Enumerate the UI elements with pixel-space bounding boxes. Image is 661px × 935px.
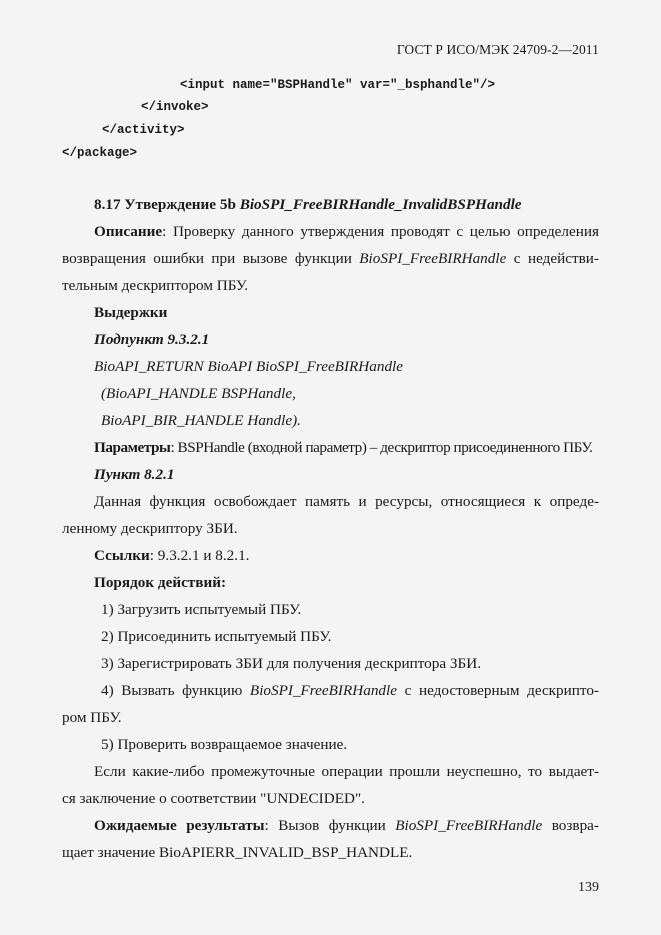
- failure-line-1: Если какие-либо промежуточные операции прошли неуспешно, то выдает-: [94, 763, 599, 780]
- step-2: 2) Присоединить испытуемый ПБУ.: [101, 628, 332, 645]
- expected-results-line-1: Ожидаемые результаты: Вызов функции BioSPI_FreeBIRHandle возвра-: [94, 817, 599, 834]
- failure-line-2: ся заключение о соответствии "UNDECIDED".: [62, 790, 365, 807]
- page-number: 139: [578, 880, 599, 895]
- signature-line-3: BioAPI_BIR_HANDLE Handle).: [101, 412, 301, 429]
- section-heading: [94, 196, 631, 214]
- code-line-invoke-close: </invoke>: [141, 100, 209, 114]
- subitem-heading: Подпункт 9.3.2.1: [94, 331, 210, 348]
- item-line-2: ленному дескриптору ЗБИ.: [62, 520, 238, 537]
- description-label: Описание: [94, 223, 163, 240]
- code-line-package-close: </package>: [62, 146, 138, 160]
- parameters-line: Параметры: BSPHandle (входной параметр) – дескриптор присоединенного ПБУ.: [94, 439, 593, 456]
- description-line-3: тельным дескриптором ПБУ.: [62, 277, 248, 294]
- description-line-2: возвращения ошибки при вызове функции BioSPI_FreeBIRHandle с недействи-: [62, 250, 599, 267]
- step-4-continuation: ром ПБУ.: [62, 709, 122, 726]
- code-line-input: <input name="BSPHandle" var="_bsphandle"/>: [180, 78, 496, 92]
- item-heading: Пункт 8.2.1: [94, 466, 175, 483]
- excerpts-heading: Выдержки: [94, 304, 168, 321]
- parameters-label: Параметры: [94, 439, 171, 456]
- signature-line-1: BioAPI_RETURN BioAPI BioSPI_FreeBIRHandle: [94, 358, 404, 375]
- item-line-1: Данная функция освобождает память и ресурсы, относящиеся к опреде-: [94, 493, 599, 510]
- step-4: 4) Вызвать функцию BioSPI_FreeBIRHandle с недостоверным дескрипто-: [101, 682, 599, 699]
- expected-results-line-2: щает значение BioAPIERR_INVALID_BSP_HANDLE.: [62, 844, 413, 861]
- procedure-heading: Порядок действий:: [94, 574, 227, 591]
- signature-line-2: (BioAPI_HANDLE BSPHandle,: [101, 385, 296, 402]
- step-3: 3) Зарегистрировать ЗБИ для получения дескриптора ЗБИ.: [101, 655, 482, 672]
- expected-results-label: Ожидаемые результаты: [94, 817, 265, 834]
- references-line: Ссылки: 9.3.2.1 и 8.2.1.: [94, 547, 250, 564]
- section-heading-number: 8.17 Утверждение 5b: [94, 196, 240, 213]
- section-heading-function: BioSPI_FreeBIRHandle_InvalidBSPHandle: [239, 196, 522, 213]
- standard-header: ГОСТ Р ИСО/МЭК 24709-2—2011: [396, 42, 599, 57]
- step-5: 5) Проверить возвращаемое значение.: [101, 736, 348, 753]
- step-1: 1) Загрузить испытуемый ПБУ.: [101, 601, 302, 618]
- references-label: Ссылки: [94, 547, 150, 564]
- code-line-activity-close: </activity>: [102, 123, 185, 137]
- description-line-1: Описание: Проверку данного утверждения проводят с целью определения: [94, 223, 599, 240]
